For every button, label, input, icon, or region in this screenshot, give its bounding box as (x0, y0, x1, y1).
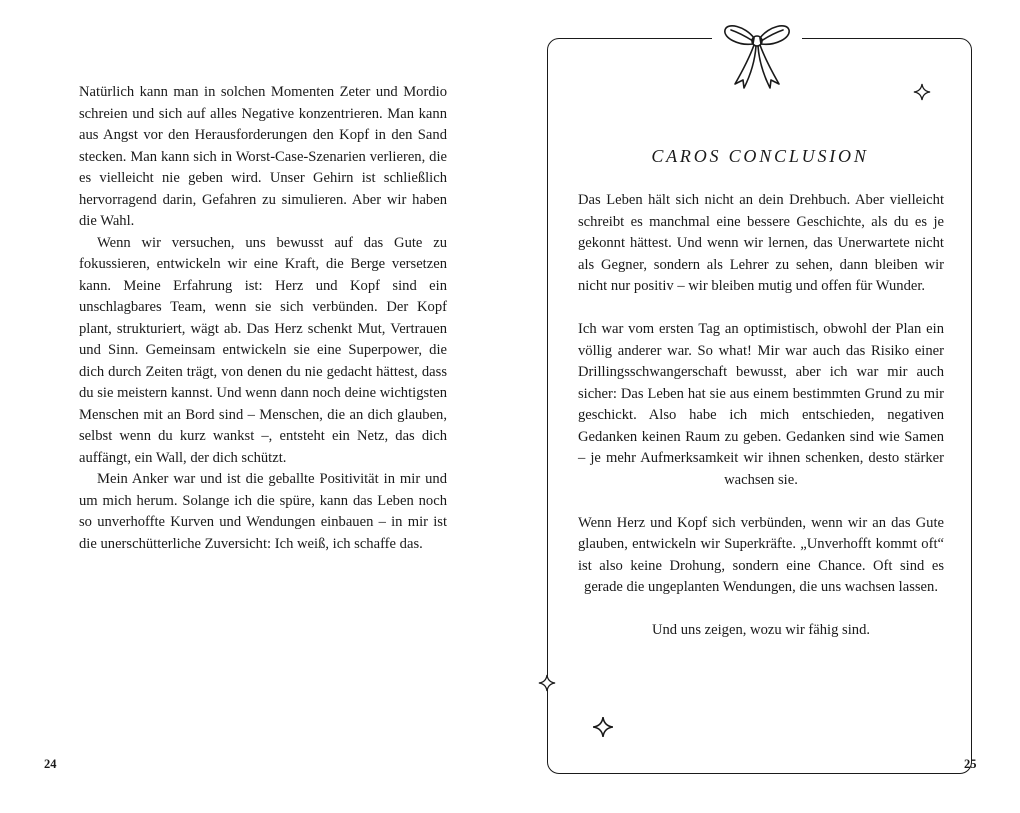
sparkle-star-icon (592, 716, 614, 738)
box-text (578, 190, 944, 663)
bow-icon (717, 20, 797, 92)
sparkle-star-icon (538, 674, 556, 692)
box-paragraph: Ich war vom ersten Tag an optimistisch, obwohl der Plan ein völlig anderer war. So what! Mir war auch das Risiko einer Drillingsschwangerschaft bewusst, aber ich war mir auch sicher: Das Leben hat sie aus einem bestimmten Grund zu mir geschickt. Also habe ich mich entschieden, negativen Gedanken keinen Raum zu geben. Gedanken sind wie Samen – je mehr Aufmerksamkeit wir ihnen schenken, desto stärker wachsen sie. (578, 321, 944, 488)
body-text (79, 82, 447, 555)
paragraph: Mein Anker war und ist die geballte Positivität in mir und um mich herum. Solange ich die spüre, kann das Leben noch so unverhoffte Kurven und Wendungen einbauen – in mir ist die unerschütterliche Zuversicht: Ich weiß, ich schaffe das. (79, 471, 447, 552)
box-title: CAROS CONCLUSION (651, 146, 869, 166)
sparkle-star-icon (913, 83, 931, 101)
paragraph: Wenn wir versuchen, uns bewusst auf das Gute zu fokussieren, entwickeln wir eine Kraft, die Berge versetzen kann. Meine Erfahrung ist: Herz und Kopf sind ein unschlagbares Team, wenn sie sich verbünden. Der Kopf plant, strukturiert, wägt ab. Das Herz schenkt Mut, Vertrauen und Sinn. Gemeinsam entwickeln sie eine Superpower, die dich durch Zeiten trägt, von denen du nie gedacht hättest, dass du sie meistern kannst. Und wenn dann noch deine wichtigsten Menschen mit an Bord sind – Menschen, die an dich glauben, selbst wenn du kurz wankst –, entsteht ein Netz, das dich auffängt, ein Wall, der dich schützt. (79, 234, 448, 466)
paragraph: Natürlich kann man in solchen Momenten Zeter und Mordio schreien und sich auf alles Negative konzentrieren. Man kann aus Angst vor den Herausforderungen den Kopf in den Sand stecken. Man kann sich in Worst-Case-Szenarien verlieren, die es vielleicht nie geben wird. Unser Gehirn ist schließlich hervorragend darin, Gefahren zu simulieren. Aber wir haben die Wahl. (79, 84, 447, 229)
box-paragraph: Wenn Herz und Kopf sich verbünden, wenn wir an das Gute glauben, entwickeln wir Superkräfte. „Unverhofft kommt oft“ ist also keine Drohung, sondern eine Chance. Oft sind es gerade die ungeplanten Wendungen, die uns wachsen lassen. (578, 514, 944, 595)
box-paragraph: Und uns zeigen, wozu wir fähig sind. (651, 622, 871, 638)
box-paragraph: Das Leben hält sich nicht an dein Drehbuch. Aber vielleicht schreibt es manchmal eine bessere Geschichte, als du es je gekonnt hättest. Und wenn wir lernen, das Unerwartete nicht als Gegner, sondern als Lehrer zu sehen, dann bleiben wir nicht nur positiv – wir bleiben mutig und offen für Wunder. (578, 192, 944, 294)
page-number-left: 24 (44, 757, 57, 771)
page-number-right: 25 (964, 757, 977, 771)
